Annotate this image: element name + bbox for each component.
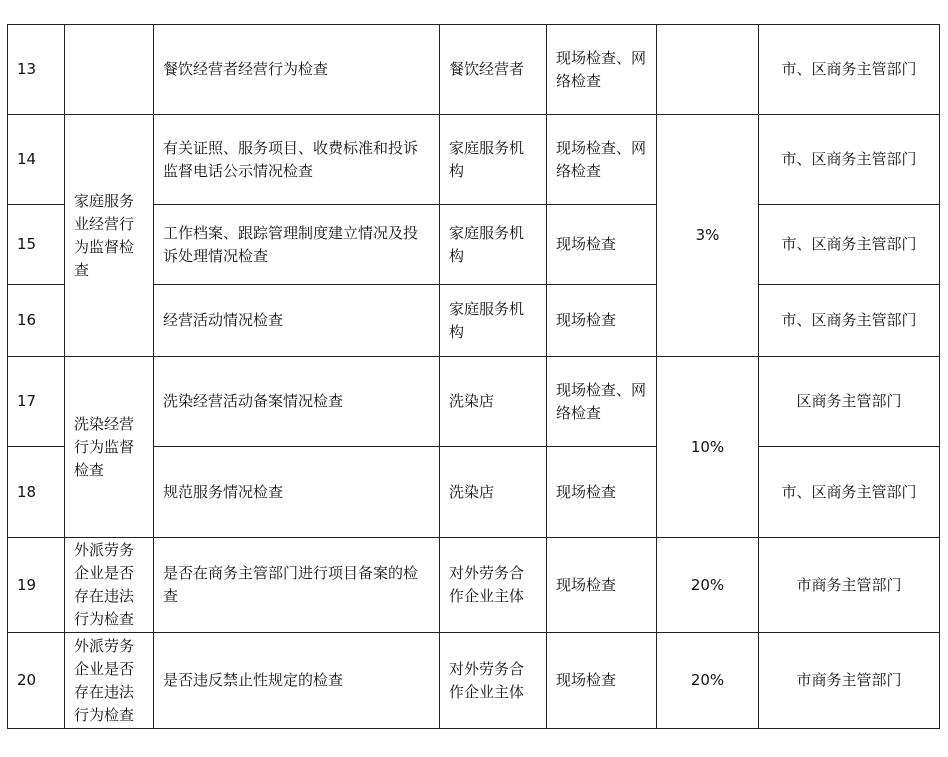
inspection-method: 现场检查 bbox=[547, 538, 657, 633]
inspection-method: 现场检查 bbox=[547, 205, 657, 285]
inspection-method: 现场检查 bbox=[547, 633, 657, 729]
inspection-subject: 家庭服务机构 bbox=[440, 115, 547, 205]
row-number: 18 bbox=[8, 447, 65, 538]
responsible-department: 市、区商务主管部门 bbox=[759, 25, 940, 115]
inspection-category: 家庭服务业经营行为监督检查 bbox=[65, 115, 154, 357]
responsible-department: 市商务主管部门 bbox=[759, 633, 940, 729]
table-row bbox=[8, 538, 940, 633]
table-row bbox=[8, 115, 940, 205]
inspection-item: 洗染经营活动备案情况检查 bbox=[154, 357, 440, 447]
table-row bbox=[8, 633, 940, 729]
inspection-subject: 洗染店 bbox=[440, 357, 547, 447]
inspection-ratio: 3% bbox=[657, 115, 759, 357]
inspection-table bbox=[7, 24, 940, 729]
ratio-cell-empty bbox=[657, 25, 759, 115]
inspection-item: 工作档案、跟踪管理制度建立情况及投诉处理情况检查 bbox=[154, 205, 440, 285]
responsible-department: 区商务主管部门 bbox=[759, 357, 940, 447]
inspection-method: 现场检查、网络检查 bbox=[547, 357, 657, 447]
inspection-subject: 洗染店 bbox=[440, 447, 547, 538]
row-number: 13 bbox=[8, 25, 65, 115]
responsible-department: 市、区商务主管部门 bbox=[759, 205, 940, 285]
inspection-subject: 餐饮经营者 bbox=[440, 25, 547, 115]
inspection-method: 现场检查、网络检查 bbox=[547, 25, 657, 115]
inspection-category: 外派劳务企业是否存在违法行为检查 bbox=[65, 538, 154, 633]
row-number: 15 bbox=[8, 205, 65, 285]
inspection-item: 经营活动情况检查 bbox=[154, 285, 440, 357]
responsible-department: 市、区商务主管部门 bbox=[759, 115, 940, 205]
inspection-ratio: 10% bbox=[657, 357, 759, 538]
inspection-subject: 家庭服务机构 bbox=[440, 205, 547, 285]
category-cell-empty bbox=[65, 25, 154, 115]
inspection-subject: 家庭服务机构 bbox=[440, 285, 547, 357]
responsible-department: 市、区商务主管部门 bbox=[759, 447, 940, 538]
inspection-item: 餐饮经营者经营行为检查 bbox=[154, 25, 440, 115]
responsible-department: 市商务主管部门 bbox=[759, 538, 940, 633]
row-number: 17 bbox=[8, 357, 65, 447]
inspection-category: 外派劳务企业是否存在违法行为检查 bbox=[65, 633, 154, 729]
inspection-method: 现场检查 bbox=[547, 447, 657, 538]
responsible-department: 市、区商务主管部门 bbox=[759, 285, 940, 357]
table-row bbox=[8, 25, 940, 115]
row-number: 19 bbox=[8, 538, 65, 633]
inspection-item: 是否在商务主管部门进行项目备案的检查 bbox=[154, 538, 440, 633]
inspection-method: 现场检查、网络检查 bbox=[547, 115, 657, 205]
inspection-item: 规范服务情况检查 bbox=[154, 447, 440, 538]
inspection-subject: 对外劳务合作企业主体 bbox=[440, 633, 547, 729]
row-number: 16 bbox=[8, 285, 65, 357]
inspection-item: 是否违反禁止性规定的检查 bbox=[154, 633, 440, 729]
inspection-method: 现场检查 bbox=[547, 285, 657, 357]
inspection-item: 有关证照、服务项目、收费标准和投诉监督电话公示情况检查 bbox=[154, 115, 440, 205]
inspection-ratio: 20% bbox=[657, 633, 759, 729]
inspection-category: 洗染经营行为监督检查 bbox=[65, 357, 154, 538]
inspection-ratio: 20% bbox=[657, 538, 759, 633]
row-number: 14 bbox=[8, 115, 65, 205]
row-number: 20 bbox=[8, 633, 65, 729]
table-row bbox=[8, 357, 940, 447]
inspection-subject: 对外劳务合作企业主体 bbox=[440, 538, 547, 633]
